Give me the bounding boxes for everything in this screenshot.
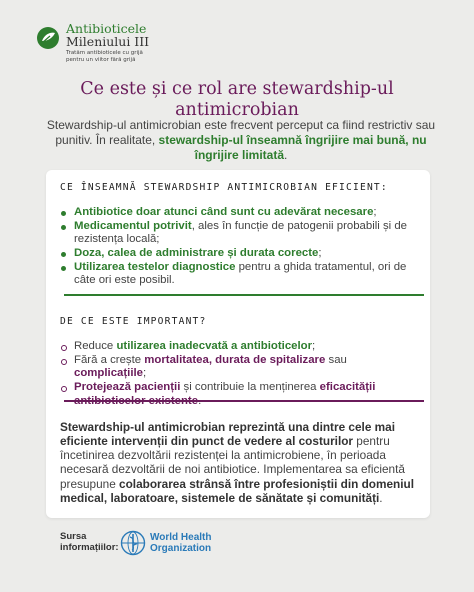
list-item-bold: utilizarea inadecvată a antibioticelor xyxy=(116,340,313,352)
list-item-text: ; xyxy=(373,206,377,218)
list-item-text: ; xyxy=(318,247,322,260)
logo-title-line2: Mileniului III xyxy=(66,34,150,50)
page-title-line1: Ce este și ce rol are stewardship-ul xyxy=(80,79,394,99)
list-item xyxy=(74,247,418,261)
list-item xyxy=(74,340,418,354)
list-item-bold: mortalitatea, durata de spitalizare xyxy=(144,353,326,366)
section-divider-purple xyxy=(64,400,424,402)
list-item xyxy=(74,220,418,247)
list-item-text: pentru a ghida tratamentul, ori de câte ori este posibil. xyxy=(74,260,407,287)
list-item xyxy=(74,381,418,408)
list-item-bold: Antibiotice doar atunci când sunt cu adevărat necesare xyxy=(74,206,374,218)
list-item-text: Reduce xyxy=(74,340,117,352)
list-item-text: și contribuie la menținerea xyxy=(180,381,320,394)
page-title-line2: antimicrobian xyxy=(175,99,299,120)
list-item-bold: Doza, calea de administrare și durata corecte xyxy=(74,247,319,260)
logo-title-line1: Antibioticele xyxy=(66,21,147,36)
who-logo-text xyxy=(150,532,211,554)
list-item xyxy=(74,206,418,220)
brand-logo xyxy=(36,22,149,63)
summary-text-2: . xyxy=(379,490,383,505)
content-card xyxy=(46,170,430,518)
section1-title: CE ÎNSEAMNĂ STEWARDSHIP ANTIMICROBIAN EFICIENT: xyxy=(60,182,388,193)
section-divider-green xyxy=(64,294,424,296)
intro-text xyxy=(46,118,436,163)
intro-text-bold: stewardship-ul înseamnă îngrijire mai bună, nu îngrijire limitată xyxy=(158,133,427,162)
list-item-bold: complicațiile xyxy=(74,367,144,380)
summary-bold-1: Stewardship-ul antimicrobian reprezintă una dintre cele mai eficiente intervenții din punct de vedere al costurilor xyxy=(60,420,395,449)
list-item xyxy=(74,261,418,288)
list-item-bold: eficacității xyxy=(319,381,376,394)
logo-tagline-line1: Tratăm antibioticele cu grijă xyxy=(66,50,143,57)
summary-bold-2: colaborarea strânsă între profesioniștii din domeniul medical, laboratoare, sistemele de sănătate și comunități xyxy=(60,476,415,505)
logo-tagline xyxy=(66,50,149,63)
who-emblem-icon xyxy=(120,530,146,556)
list-item-text: , ales în funcție de patogenii probabili și de rezistența locală; xyxy=(74,219,408,246)
section2-title: DE CE ESTE IMPORTANT? xyxy=(60,316,207,327)
list-item-bold: Utilizarea testelor diagnostice xyxy=(74,260,236,273)
list-item-bold: Protejează pacienții xyxy=(74,381,181,394)
section1-list xyxy=(74,206,418,288)
who-logo-line1: World Health xyxy=(150,532,212,543)
who-logo-line2: Organization xyxy=(150,543,212,554)
intro-text-part2: . xyxy=(284,148,288,162)
list-item-text: ; xyxy=(143,367,147,380)
logo-tagline-line2: pentru un viitor fără grijă xyxy=(66,56,136,63)
summary-paragraph xyxy=(60,420,420,505)
page-title xyxy=(0,79,474,120)
list-item-text: sau xyxy=(325,353,347,366)
source-label: Sursa informațiilor: xyxy=(60,531,119,553)
leaf-logo-icon xyxy=(36,26,60,50)
intro-text-part1: Stewardship-ul antimicrobian este frecvent perceput ca fiind restrictiv sau punitiv. În realitate, xyxy=(46,118,436,147)
source-footer xyxy=(60,530,211,556)
list-item-text: ; xyxy=(312,340,316,352)
list-item-text: Fără a crește xyxy=(74,353,145,366)
summary-text-1: pentru încetinirea dezvoltării rezistenței la antimicrobiene, în perioada necesară dezvoltării de noi antibiotice. Implementarea sa eficientă presupune xyxy=(60,434,405,491)
list-item xyxy=(74,354,418,381)
section2-list xyxy=(74,340,418,408)
list-item-bold: Medicamentul potrivit xyxy=(74,219,192,232)
